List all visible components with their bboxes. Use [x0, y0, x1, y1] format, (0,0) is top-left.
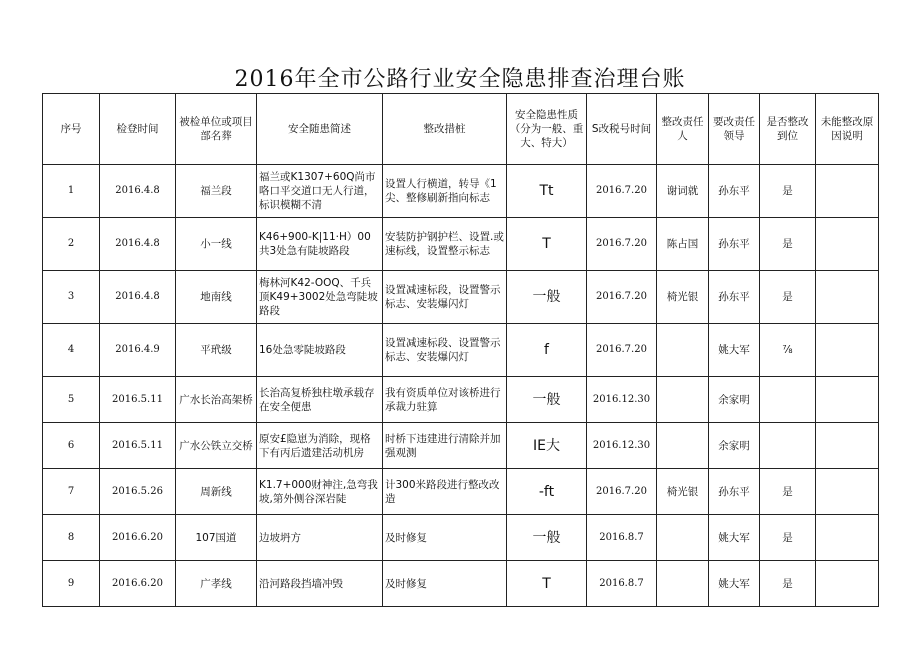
table-row [43, 218, 879, 271]
rectified-status-cell: 是 [760, 271, 816, 324]
hazard-description-cell: K46+900-K|11·H）00共3处急有陡坡路段 [257, 218, 383, 271]
header-cell: 是否整改到位 [760, 94, 816, 165]
responsible-leader-cell: 孙东平 [709, 218, 760, 271]
hazard-severity-cell: 一般 [507, 515, 587, 561]
row-number-cell: 7 [43, 469, 100, 515]
deadline-cell: 2016.12.30 [587, 423, 657, 469]
responsible-leader-cell: 姚大军 [709, 561, 760, 607]
page-title: 2016年全市公路行业安全隐患排查治理台账 [234, 67, 686, 92]
unrectified-reason-cell [816, 324, 879, 377]
hazard-description-cell: 沿河路段挡墙冲毁 [257, 561, 383, 607]
responsible-leader-cell: 余家明 [709, 423, 760, 469]
rectified-status-cell: 是 [760, 469, 816, 515]
responsible-leader-cell: 孙东平 [709, 271, 760, 324]
rectification-measures-cell: 我有资质单位对该桥进行承裁力驻算 [383, 377, 507, 423]
table-row [43, 165, 879, 218]
hazard-description-cell: 原安£隐崽为消除，现格下有丙后遗建活动机房 [257, 423, 383, 469]
inspection-date-cell: 2016.6.20 [100, 515, 176, 561]
deadline-cell: 2016.8.7 [587, 515, 657, 561]
unrectified-reason-cell [816, 561, 879, 607]
row-number-cell: 2 [43, 218, 100, 271]
inspected-unit-cell: 周新线 [176, 469, 257, 515]
responsible-person-cell: 椅光银 [657, 271, 709, 324]
unrectified-reason-cell [816, 165, 879, 218]
responsible-person-cell: 椅光银 [657, 469, 709, 515]
rectified-status-cell [760, 377, 816, 423]
responsible-person-cell [657, 515, 709, 561]
inspection-date-cell: 2016.5.11 [100, 423, 176, 469]
deadline-cell: 2016.7.20 [587, 271, 657, 324]
hazard-severity-cell: 一般 [507, 377, 587, 423]
row-number-cell: 6 [43, 423, 100, 469]
hazard-severity-cell: T [507, 561, 587, 607]
inspected-unit-cell: 107国道 [176, 515, 257, 561]
rectified-status-cell: 是 [760, 561, 816, 607]
deadline-cell: 2016.7.20 [587, 218, 657, 271]
inspected-unit-cell: 地南线 [176, 271, 257, 324]
rectified-status-cell: 是 [760, 165, 816, 218]
table-row [43, 515, 879, 561]
responsible-leader-cell: 孙东平 [709, 469, 760, 515]
rectification-measures-cell: 时桥下违建进行清除并加强观测 [383, 423, 507, 469]
inspection-date-cell: 2016.6.20 [100, 561, 176, 607]
header-cell: 序号 [43, 94, 100, 165]
responsible-person-cell [657, 377, 709, 423]
header-cell: S改税号时间 [587, 94, 657, 165]
rectification-measures-cell: 设置减速标段，设置警示标志、安装爆闪灯 [383, 271, 507, 324]
rectified-status-cell [760, 423, 816, 469]
unrectified-reason-cell [816, 515, 879, 561]
hazard-severity-cell: f [507, 324, 587, 377]
inspected-unit-cell: 广水长治高架桥 [176, 377, 257, 423]
deadline-cell: 2016.12.30 [587, 377, 657, 423]
header-cell: 整改责任人 [657, 94, 709, 165]
hazard-description-cell: 福兰或K1307+60Q尚市咯口平交道口无人行道，标识模糊不清 [257, 165, 383, 218]
responsible-person-cell: 陈占国 [657, 218, 709, 271]
unrectified-reason-cell [816, 469, 879, 515]
rectification-measures-cell: 计300米路段进行整改改造 [383, 469, 507, 515]
header-cell: 安全隐患性质（分为一般、重大、特大） [507, 94, 587, 165]
hazard-description-cell: 长治高复桥独柱墩承载存在安全便患 [257, 377, 383, 423]
unrectified-reason-cell [816, 271, 879, 324]
responsible-person-cell [657, 561, 709, 607]
header-row [43, 94, 879, 165]
deadline-cell: 2016.8.7 [587, 561, 657, 607]
header-cell: 整改措桩 [383, 94, 507, 165]
table-row [43, 469, 879, 515]
responsible-leader-cell: 孙东平 [709, 165, 760, 218]
responsible-person-cell: 谢词就 [657, 165, 709, 218]
table-row [43, 271, 879, 324]
header-cell: 检登时间 [100, 94, 176, 165]
table-row [43, 377, 879, 423]
row-number-cell: 5 [43, 377, 100, 423]
deadline-cell: 2016.7.20 [587, 165, 657, 218]
rectification-measures-cell: 设置人行横道，转导《1尖、整修刷新指向标志 [383, 165, 507, 218]
unrectified-reason-cell [816, 423, 879, 469]
hazard-description-cell: 梅林河K42-OOQ、千兵顶K49+3002处急弯陡坡路段 [257, 271, 383, 324]
deadline-cell: 2016.7.20 [587, 324, 657, 377]
inspected-unit-cell: 平玳级 [176, 324, 257, 377]
inspection-date-cell: 2016.5.11 [100, 377, 176, 423]
inspection-date-cell: 2016.4.8 [100, 218, 176, 271]
hazard-description-cell: 16处急零陡坡路段 [257, 324, 383, 377]
inspected-unit-cell: 福兰段 [176, 165, 257, 218]
inspected-unit-cell: 小一线 [176, 218, 257, 271]
rectification-measures-cell: 设置减速标段、设置警示标志、安装爆闪灯 [383, 324, 507, 377]
inspection-date-cell: 2016.4.8 [100, 165, 176, 218]
header-cell: 未能整改原因说明 [816, 94, 879, 165]
rectification-measures-cell: 安装防护钢护栏、设置.或速标线，设置整示标志 [383, 218, 507, 271]
inspected-unit-cell: 广水公铁立交桥 [176, 423, 257, 469]
rectification-measures-cell: 及时修复 [383, 561, 507, 607]
responsible-leader-cell: 姚大军 [709, 324, 760, 377]
row-number-cell: 9 [43, 561, 100, 607]
hazard-severity-cell: IE大 [507, 423, 587, 469]
responsible-person-cell [657, 324, 709, 377]
responsible-leader-cell: 余家明 [709, 377, 760, 423]
header-cell: 安全随患简述 [257, 94, 383, 165]
header-cell: 被检单位或项目部名葬 [176, 94, 257, 165]
hazard-description-cell: 边坡坍方 [257, 515, 383, 561]
row-number-cell: 3 [43, 271, 100, 324]
rectified-status-cell: 是 [760, 218, 816, 271]
rectified-status-cell: 是 [760, 515, 816, 561]
row-number-cell: 1 [43, 165, 100, 218]
hazard-severity-cell: T [507, 218, 587, 271]
hazard-severity-cell: 一般 [507, 271, 587, 324]
responsible-leader-cell: 姚大军 [709, 515, 760, 561]
rectified-status-cell: ⅞ [760, 324, 816, 377]
hazard-severity-cell: -ft [507, 469, 587, 515]
row-number-cell: 4 [43, 324, 100, 377]
table-row [43, 423, 879, 469]
inspection-date-cell: 2016.4.8 [100, 271, 176, 324]
header-cell: 要改责任领导 [709, 94, 760, 165]
inspection-date-cell: 2016.4.9 [100, 324, 176, 377]
deadline-cell: 2016.7.20 [587, 469, 657, 515]
hazard-severity-cell: Tt [507, 165, 587, 218]
inspection-date-cell: 2016.5.26 [100, 469, 176, 515]
hazard-ledger-table [42, 93, 879, 607]
unrectified-reason-cell [816, 377, 879, 423]
unrectified-reason-cell [816, 218, 879, 271]
inspected-unit-cell: 广孝线 [176, 561, 257, 607]
row-number-cell: 8 [43, 515, 100, 561]
rectification-measures-cell: 及时修复 [383, 515, 507, 561]
hazard-description-cell: K1.7+000财神注,急弯我坡,第外侧谷深岩陡 [257, 469, 383, 515]
table-row [43, 324, 879, 377]
responsible-person-cell [657, 423, 709, 469]
table-row [43, 561, 879, 607]
